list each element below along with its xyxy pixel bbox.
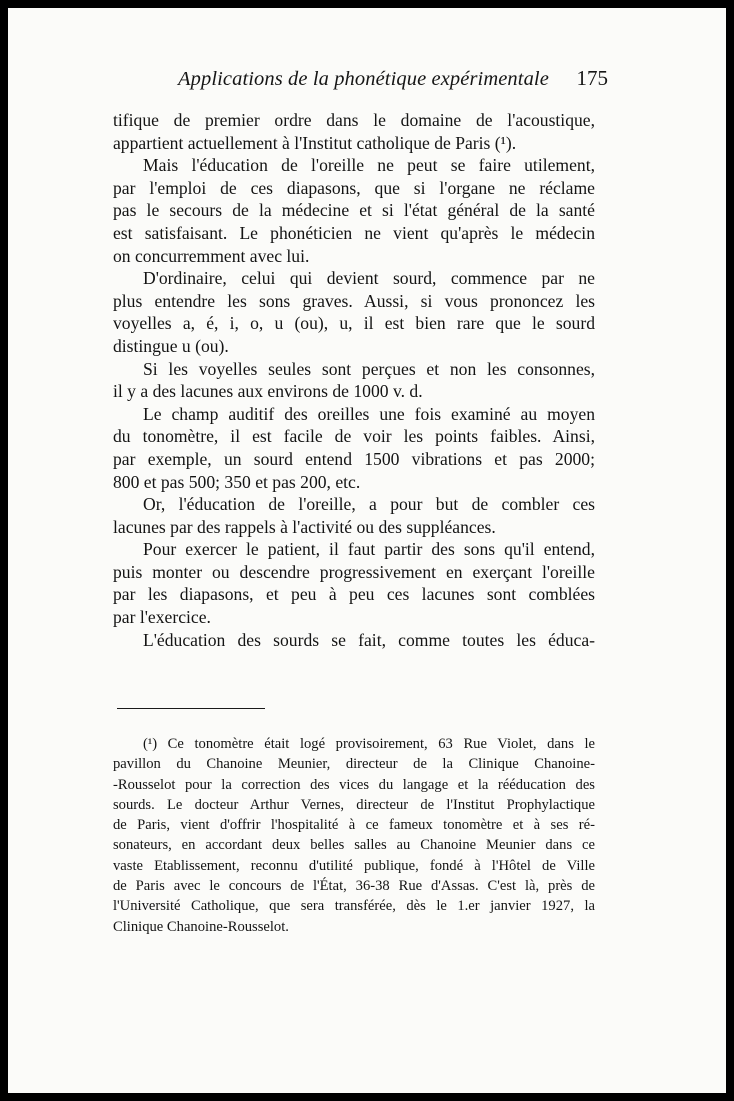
text-line: par les diapasons, et peu à peu ces lacunes sont comblées <box>113 584 595 605</box>
text-line: est satisfaisant. Le phonéticien ne vient qu'après le médecin <box>113 222 595 243</box>
paragraph-start-line: L'éducation des sourds se fait, comme toutes les éduca- <box>143 629 595 650</box>
text-line: il y a des lacunes aux environs de 1000 v. d. <box>113 381 423 402</box>
footnote <box>113 734 595 937</box>
footnote-line: l'Université Catholique, que sera transférée, dès le 1.er janvier 1927, la <box>113 898 595 915</box>
text-line: on concurremment avec lui. <box>113 245 310 266</box>
paragraph-start-line: D'ordinaire, celui qui devient sourd, commence par ne <box>143 268 595 289</box>
footnote-separator <box>117 708 265 709</box>
main-text <box>113 109 595 651</box>
text-line: 800 et pas 500; 350 et pas 200, etc. <box>113 471 361 492</box>
text-line: appartient actuellement à l'Institut catholique de Paris (¹). <box>113 132 517 153</box>
footnote-line: sonateurs, en accordant deux belles salles au Chanoine Meunier dans ce <box>113 837 595 854</box>
footnote-line: vaste Etablissement, reconnu d'utilité publique, fondé à l'Hôtel de Ville <box>113 857 595 874</box>
footnote-line: (¹) Ce tonomètre était logé provisoirement, 63 Rue Violet, dans le <box>143 736 595 752</box>
page-number: 175 <box>576 66 608 90</box>
text-line: du tonomètre, il est facile de voir les points faibles. Ainsi, <box>113 426 595 447</box>
footnote-line: sourds. Le docteur Arthur Vernes, directeur de l'Institut Prophylactique <box>113 796 595 813</box>
paragraph-start-line: Le champ auditif des oreilles une fois examiné au moyen <box>143 403 595 424</box>
page-header <box>178 64 608 104</box>
text-line: plus entendre les sons graves. Aussi, si vous prononcez les <box>113 290 595 311</box>
footnote-line: pavillon du Chanoine Meunier, directeur de la Clinique Chanoine- <box>113 756 595 773</box>
footnote-line: -Rousselot pour la correction des vices du langage et la rééducation des <box>113 776 595 793</box>
footnote-line: de Paris, vient d'offrir l'hospitalité à ce fameux tonomètre et à ses ré- <box>113 817 595 834</box>
text-line: tifique de premier ordre dans le domaine de l'acoustique, <box>113 110 595 130</box>
paragraph-start-line: Pour exercer le patient, il faut partir des sons qu'il entend, <box>143 539 595 560</box>
paragraph-start-line: Si les voyelles seules sont perçues et non les consonnes, <box>143 358 595 379</box>
text-line: puis monter ou descendre progressivement en exerçant l'oreille <box>113 561 595 582</box>
paragraph-start-line: Or, l'éducation de l'oreille, a pour but de combler ces <box>143 494 595 515</box>
text-line: par exemple, un sourd entend 1500 vibrations et pas 2000; <box>113 448 595 469</box>
footnote-line: de Paris avec le concours de l'État, 36-38 Rue d'Assas. C'est là, près de <box>113 878 595 895</box>
footnote-line: Clinique Chanoine-Rousselot. <box>113 918 289 935</box>
text-line: lacunes par des rappels à l'activité ou des suppléances. <box>113 516 496 537</box>
text-line: par l'exercice. <box>113 607 211 628</box>
paragraph-start-line: Mais l'éducation de l'oreille ne peut se faire utilement, <box>143 155 595 176</box>
text-line: distingue u (ou). <box>113 335 229 356</box>
text-line: par l'emploi de ces diapasons, que si l'organe ne réclame <box>113 177 595 198</box>
text-line: voyelles a, é, i, o, u (ou), u, il est bien rare que le sourd <box>113 313 595 334</box>
text-line: pas le secours de la médecine et si l'état général de la santé <box>113 200 595 221</box>
running-head: Applications de la phonétique expérimentale <box>178 68 549 90</box>
book-page <box>8 8 726 1093</box>
